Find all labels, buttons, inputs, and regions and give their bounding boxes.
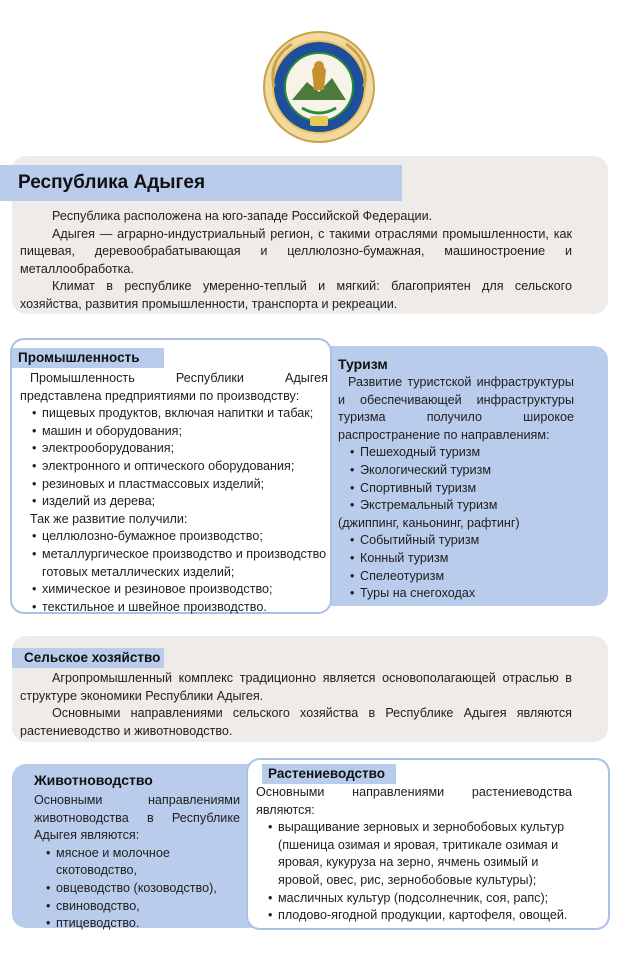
list-item: • пищевых продуктов, включая напитки и табак; [20, 405, 328, 423]
list-item: • Экстремальный туризм [338, 497, 574, 515]
intro-paragraph-2: Адыгея — аграрно-индустриальный регион, с такими отраслями промышленности, как пищевая, деревообрабатывающая и целлюлозно-бумажная, машиностроение и металлообработка. [20, 226, 572, 276]
tourism-list-2 [338, 532, 574, 602]
industry-also: Так же развитие получили: [30, 511, 188, 526]
list-item: • птицеводство. [34, 915, 240, 933]
list-item: • целлюлозно-бумажное производство; [20, 528, 328, 546]
list-item: • овцеводство (козоводство), [34, 880, 240, 898]
agriculture-title: Сельское хозяйство [12, 648, 164, 668]
list-item: • резиновых и пластмассовых изделий; [20, 476, 328, 494]
list-item: • Пешеходный туризм [338, 444, 574, 462]
list-item: • плодово-ягодной продукции, картофеля, овощей. [256, 907, 572, 925]
tourism-extreme-note: (джиппинг, каньонинг, рафтинг) [338, 515, 520, 530]
list-item: • текстильное и швейное производство. [20, 599, 328, 617]
tourism-list [338, 444, 574, 514]
crops-title: Растениеводство [262, 764, 396, 784]
list-item: • Туры на снегоходах [338, 585, 574, 603]
list-item: • мясное и молочное скотоводство, [34, 845, 240, 880]
list-item: • Событийный туризм [338, 532, 574, 550]
livestock-text [34, 792, 240, 933]
list-item: • металлургическое производство и производство готовых металлических изделий; [20, 546, 328, 581]
list-item: • электронного и оптического оборудования; [20, 458, 328, 476]
crops-text [256, 784, 572, 925]
industry-list [20, 405, 328, 511]
list-item: • машин и оборудования; [20, 423, 328, 441]
agriculture-paragraph-2: Основными направлениями сельского хозяйства в Республике Адыгея являются растениеводство и животноводство. [20, 706, 572, 738]
list-item: • выращивание зерновых и зернобобовых культур (пшеница озимая и яровая, тритикале озимая и яровая, кукуруза на зерно, ячмень озимый и яровой, овес, рис, зернобобовые культуры); [256, 819, 572, 889]
tourism-intro: Развитие туристской инфраструктуры и обеспечивающей инфраструктуры туризма получило широкое распространение по направлениям: [338, 375, 574, 442]
list-item: • Конный туризм [338, 550, 574, 568]
industry-text [20, 370, 328, 616]
intro-paragraph-3: Климат в республике умеренно-теплый и мягкий: благоприятен для сельского хозяйства, развития промышленности, транспорта и рекреации. [20, 279, 572, 311]
coat-of-arms-icon [262, 30, 376, 144]
livestock-title: Животноводство [34, 772, 153, 788]
list-item: • свиноводство, [34, 898, 240, 916]
crops-intro: Основными направлениями растениеводства являются: [256, 785, 572, 817]
industry-list-2 [20, 528, 328, 616]
intro-title: Республика Адыгея [0, 165, 402, 201]
list-item: • Экологический туризм [338, 462, 574, 480]
livestock-intro: Основными направлениями животноводства в Республике Адыгея являются: [34, 793, 240, 843]
list-item: • изделий из дерева; [20, 493, 328, 511]
agriculture-text [20, 670, 572, 740]
list-item: • Спелеотуризм [338, 568, 574, 586]
intro-text [20, 208, 572, 314]
tourism-title: Туризм [338, 356, 388, 372]
list-item: • химическое и резиновое производство; [20, 581, 328, 599]
industry-title: Промышленность [12, 348, 164, 368]
agriculture-paragraph-1: Агропромышленный комплекс традиционно является основополагающей отраслью в структуре экономики Республики Адыгея. [20, 671, 572, 703]
list-item: • Спортивный туризм [338, 480, 574, 498]
intro-paragraph-1: Республика расположена на юго-западе Российской Федерации. [52, 209, 433, 223]
list-item: • электрооборудования; [20, 440, 328, 458]
crops-list [256, 819, 572, 925]
livestock-list [34, 845, 240, 933]
industry-intro: Промышленность Республики Адыгея представлена предприятиями по производству: [20, 371, 328, 403]
list-item: • масличных культур (подсолнечник, соя, рапс); [256, 890, 572, 908]
tourism-text [338, 374, 574, 603]
